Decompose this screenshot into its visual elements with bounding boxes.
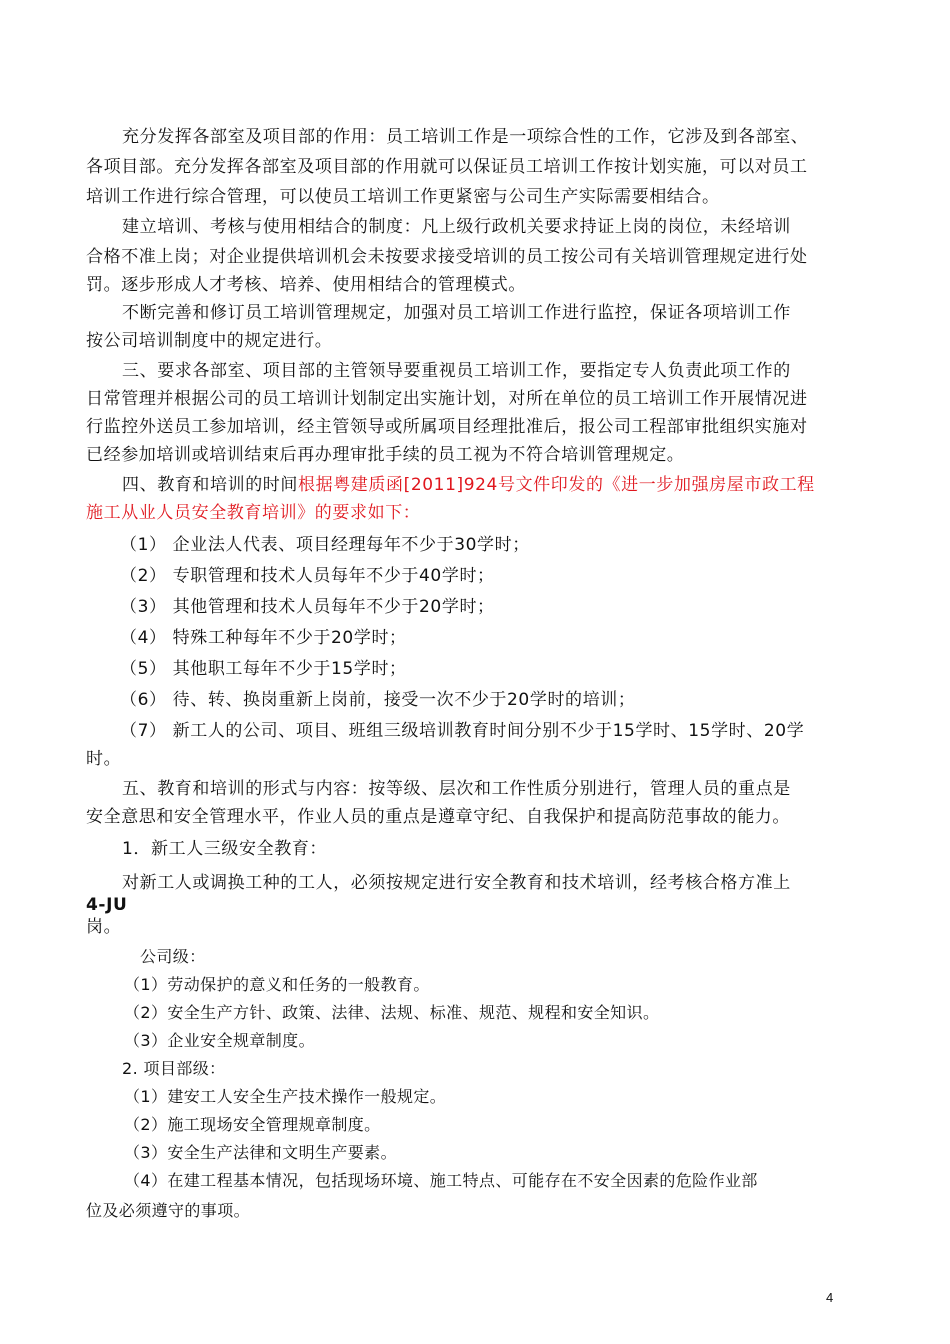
list-item: （2） 专职管理和技术人员每年不少于40学时；: [120, 566, 495, 586]
list-item: （7） 新工人的公司、项目、班组三级培训教育时间分别不少于15学时、15学时、20学: [120, 721, 805, 741]
list-item: （2）施工现场安全管理规章制度。: [124, 1115, 381, 1134]
list-item: （4） 特殊工种每年不少于20学时；: [120, 628, 407, 648]
paragraph-line: 对新工人或调换工种的工人，必须按规定进行安全教育和技术培训，经考核合格方准上: [122, 873, 791, 893]
paragraph-line: 充分发挥各部室及项目部的作用：员工培训工作是一项综合性的工作，它涉及到各部室、: [122, 127, 809, 147]
paragraph-line: 建立培训、考核与使用相结合的制度：凡上级行政机关要求持证上岗的岗位，未经培训: [122, 217, 791, 237]
list-item: （3） 其他管理和技术人员每年不少于20学时；: [120, 597, 495, 617]
paragraph-line: 三、要求各部室、项目部的主管领导要重视员工培训工作，要指定专人负责此项工作的: [122, 361, 791, 381]
highlighted-reference: 根据粤建质函[2011]924号文件印发的《进一步加强房屋市政工程: [298, 475, 815, 495]
paragraph-line: 安全意思和安全管理水平，作业人员的重点是遵章守纪、自我保护和提高防范事故的能力。: [86, 807, 790, 827]
section-heading: 1．新工人三级安全教育：: [122, 839, 328, 859]
paragraph-line: 已经参加培训或培训结束后再办理审批手续的员工视为不符合培训管理规定。: [86, 445, 685, 465]
list-item: （2）安全生产方针、政策、法律、法规、标准、规范、规程和安全知识。: [124, 1003, 660, 1022]
list-item: （1）建安工人安全生产技术操作一般规定。: [124, 1087, 447, 1106]
paragraph-line: 合格不准上岗；对企业提供培训机会未按要求接受培训的员工按公司有关培训管理规定进行处: [86, 247, 808, 267]
list-item: （6） 待、转、换岗重新上岗前，接受一次不少于20学时的培训；: [120, 690, 636, 710]
paragraph-line: 培训工作进行综合管理，可以使员工培训工作更紧密与公司生产实际需要相结合。: [86, 187, 720, 207]
list-item: （1） 企业法人代表、项目经理每年不少于30学时；: [120, 535, 530, 555]
paragraph-line: 各项目部。充分发挥各部室及项目部的作用就可以保证员工培训工作按计划实施，可以对员工: [86, 157, 808, 177]
paragraph-line: 岗。: [86, 917, 122, 937]
highlighted-reference: 施工从业人员安全教育培训》的要求如下：: [86, 503, 421, 523]
paragraph-line: 四、教育和培训的时间根据粤建质函[2011]924号文件印发的《进一步加强房屋市政工程: [122, 475, 815, 495]
page-number: 4: [826, 1290, 834, 1305]
paragraph-line: 时。: [86, 749, 122, 769]
list-item: （4）在建工程基本情况，包括现场环境、施工特点、可能存在不安全因素的危险作业部: [124, 1171, 758, 1190]
subsection-heading: 公司级：: [140, 947, 206, 966]
paragraph-line: 4-JU: [86, 895, 128, 915]
paragraph-line: 行监控外送员工参加培训，经主管领导或所属项目经理批准后，报公司工程部审批组织实施对: [86, 417, 808, 437]
list-item: （3）安全生产法律和文明生产要素。: [124, 1143, 397, 1162]
paragraph-line: 罚。逐步形成人才考核、培养、使用相结合的管理模式。: [86, 275, 526, 295]
list-item: （3）企业安全规章制度。: [124, 1031, 315, 1050]
paragraph-line: 不断完善和修订员工培训管理规定，加强对员工培训工作进行监控，保证各项培训工作: [122, 303, 791, 323]
list-item: （5） 其他职工每年不少于15学时；: [120, 659, 407, 679]
paragraph-line: 位及必须遵守的事项。: [86, 1201, 251, 1220]
paragraph-line: [86, 498, 876, 528]
paragraph-line: 五、教育和培训的形式与内容：按等级、层次和工作性质分别进行，管理人员的重点是: [122, 779, 791, 799]
paragraph-line: 按公司培训制度中的规定进行。: [86, 331, 333, 351]
paragraph-line: 日常管理并根据公司的员工培训计划制定出实施计划，对所在单位的员工培训工作开展情况进: [86, 389, 808, 409]
list-item: （1）劳动保护的意义和任务的一般教育。: [124, 975, 430, 994]
subsection-heading: 2. 项目部级：: [122, 1059, 226, 1078]
